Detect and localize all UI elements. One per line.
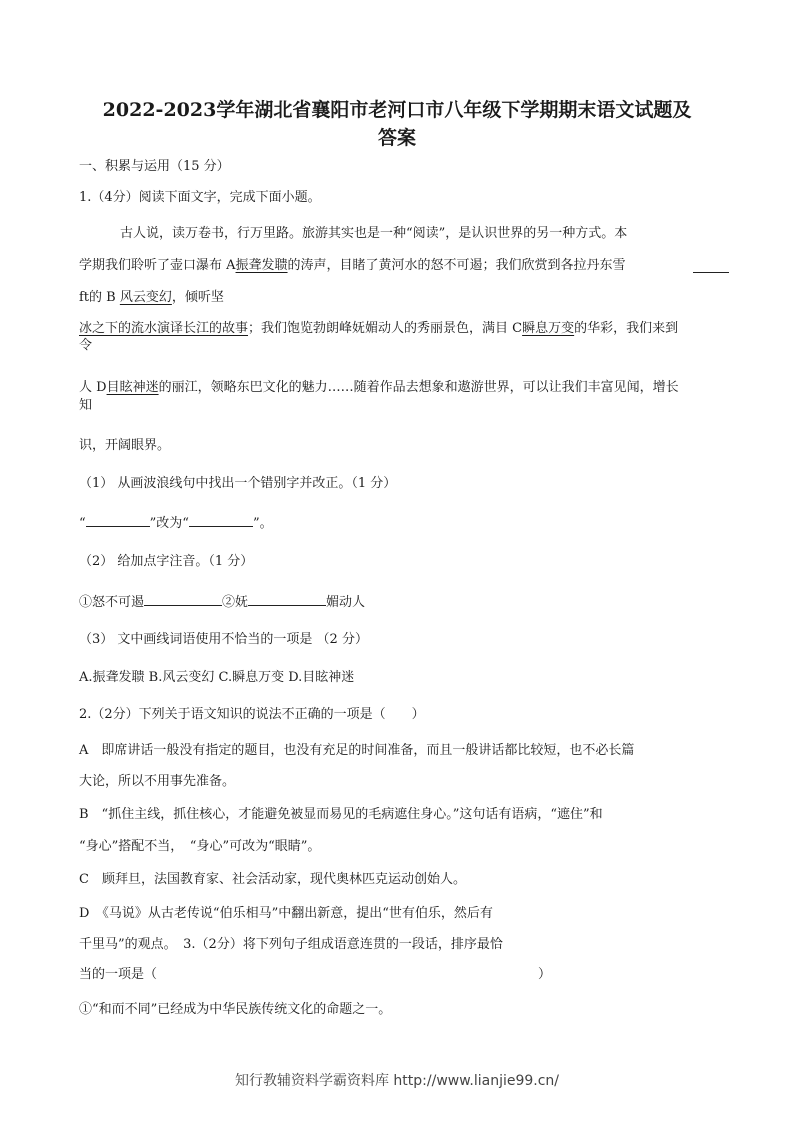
wrong-char-blank[interactable] xyxy=(86,512,150,527)
underlined-term-d: 目眩神迷 xyxy=(106,380,159,395)
sub-question-3: （3） 文中画线词语使用不恰当的一项是 （2 分） xyxy=(79,632,368,647)
question-2-option-a-line-2: 大论，所以不用事先准备。 xyxy=(79,774,236,789)
question-3-bracket: ） xyxy=(538,967,552,982)
answer-text: ”。 xyxy=(252,516,273,531)
question-2-option-c: C 顾拜旦，法国教育家、社会活动家，现代奥林匹克运动创始人。 xyxy=(79,872,466,887)
quote-mark: “ xyxy=(79,516,86,531)
item-text: ①怒不可遏 xyxy=(79,595,145,610)
passage-text: ft的 B xyxy=(79,290,120,305)
question-1: 1.（4分）阅读下面文字，完成下面小题。 xyxy=(79,190,321,205)
footer-watermark: 知行教辅资料学霸资料库 http://www.lianjie99.cn/ xyxy=(234,1073,560,1089)
passage-wrap-char: 令 xyxy=(79,338,93,353)
passage-text: 的华彩，我们来到 xyxy=(574,321,679,336)
question-2-option-a-line-1: A 即席讲话一般没有指定的题目，也没有充足的时间准备，而且一般讲话都比较短，也不必长篇 xyxy=(79,743,635,758)
item-text: ②妩 xyxy=(222,595,249,610)
underlined-term-a: 振聋发聩 xyxy=(235,258,288,273)
section-heading: 一、积累与运用（15 分） xyxy=(79,159,230,174)
passage-text: 学期我们聆听了壶口瀑布 A xyxy=(79,258,236,273)
question-3-sentence-1: ①“和而不同”已经成为中华民族传统文化的命题之一。 xyxy=(79,1002,392,1017)
answer-text: ”改为“ xyxy=(149,516,189,531)
corrected-char-blank[interactable] xyxy=(189,512,253,527)
passage-text: 人 D xyxy=(79,380,107,395)
doc-title-line-2: 答案 xyxy=(377,127,416,149)
sub-question-3-options: A.振聋发聩 B.风云变幻 C.瞬息万变 D.目眩神迷 xyxy=(79,670,355,685)
passage-text: ，倾听坚 xyxy=(171,290,224,305)
question-2-option-b-line-2: “身心”搭配不当， “身心”可改为“眼睛”。 xyxy=(79,839,321,854)
passage-wrap-char: 知 xyxy=(79,398,93,413)
sub-question-2: （2） 给加点字注音。（1 分） xyxy=(79,554,254,569)
question-2-option-d-line-1: D 《马说》从古老传说“伯乐相马”中翻出新意，提出“世有伯乐，然后有 xyxy=(79,906,493,921)
underlined-term-b: 风云变幻 xyxy=(119,290,172,305)
passage-line-6: 识，开阔眼界。 xyxy=(79,438,171,453)
question-3-stem: 当的一项是（ xyxy=(79,967,158,982)
passage-line-2 xyxy=(79,257,626,275)
wavy-line-sentence: 冰之下的流水演译长江的故事 xyxy=(79,321,249,336)
pinyin-blank-2[interactable] xyxy=(248,591,326,606)
passage-text: 的涛声，目睹了黄河水的怒不可遏；我们欣赏到各拉丹东雪 xyxy=(287,258,626,273)
answer-blank xyxy=(693,258,729,273)
passage-line-1: 古人说，读万卷书，行万里路。旅游其实也是一种“阅读”，是认识世界的另一种方式。本 xyxy=(120,226,628,241)
pinyin-blank-1[interactable] xyxy=(144,591,222,606)
question-2-option-d-line-2: 千里马”的观点。 3.（2分）将下列句子组成语意连贯的一段话，排序最恰 xyxy=(79,937,503,952)
passage-line-4 xyxy=(79,320,678,338)
question-2: 2.（2分）下列关于语文知识的说法不正确的一项是（ ） xyxy=(79,707,425,722)
sub-question-2-answer xyxy=(79,591,365,612)
passage-line-3 xyxy=(79,289,224,307)
passage-line-5 xyxy=(79,379,679,397)
underlined-term-c: 瞬息万变 xyxy=(522,321,575,336)
passage-text: 的丽江，领略东巴文化的魅力……随着作品去想象和遨游世界，可以让我们丰富见闻，增长 xyxy=(158,380,679,395)
question-2-option-b-line-1: B “抓住主线，抓住核心，才能避免被显而易见的毛病遮住身心。”这句话有语病，“遮住”和 xyxy=(79,807,603,822)
doc-title-line-1: 2022-2023学年湖北省襄阳市老河口市八年级下学期期末语文试题及 xyxy=(102,99,692,121)
item-text: 媚动人 xyxy=(326,595,366,610)
sub-question-1: （1） 从画波浪线句中找出一个错别字并改正。（1 分） xyxy=(79,476,397,491)
passage-text: ；我们饱览勃朗峰妩媚动人的秀丽景色，满目 C xyxy=(248,321,523,336)
sub-question-1-answer xyxy=(79,512,273,533)
